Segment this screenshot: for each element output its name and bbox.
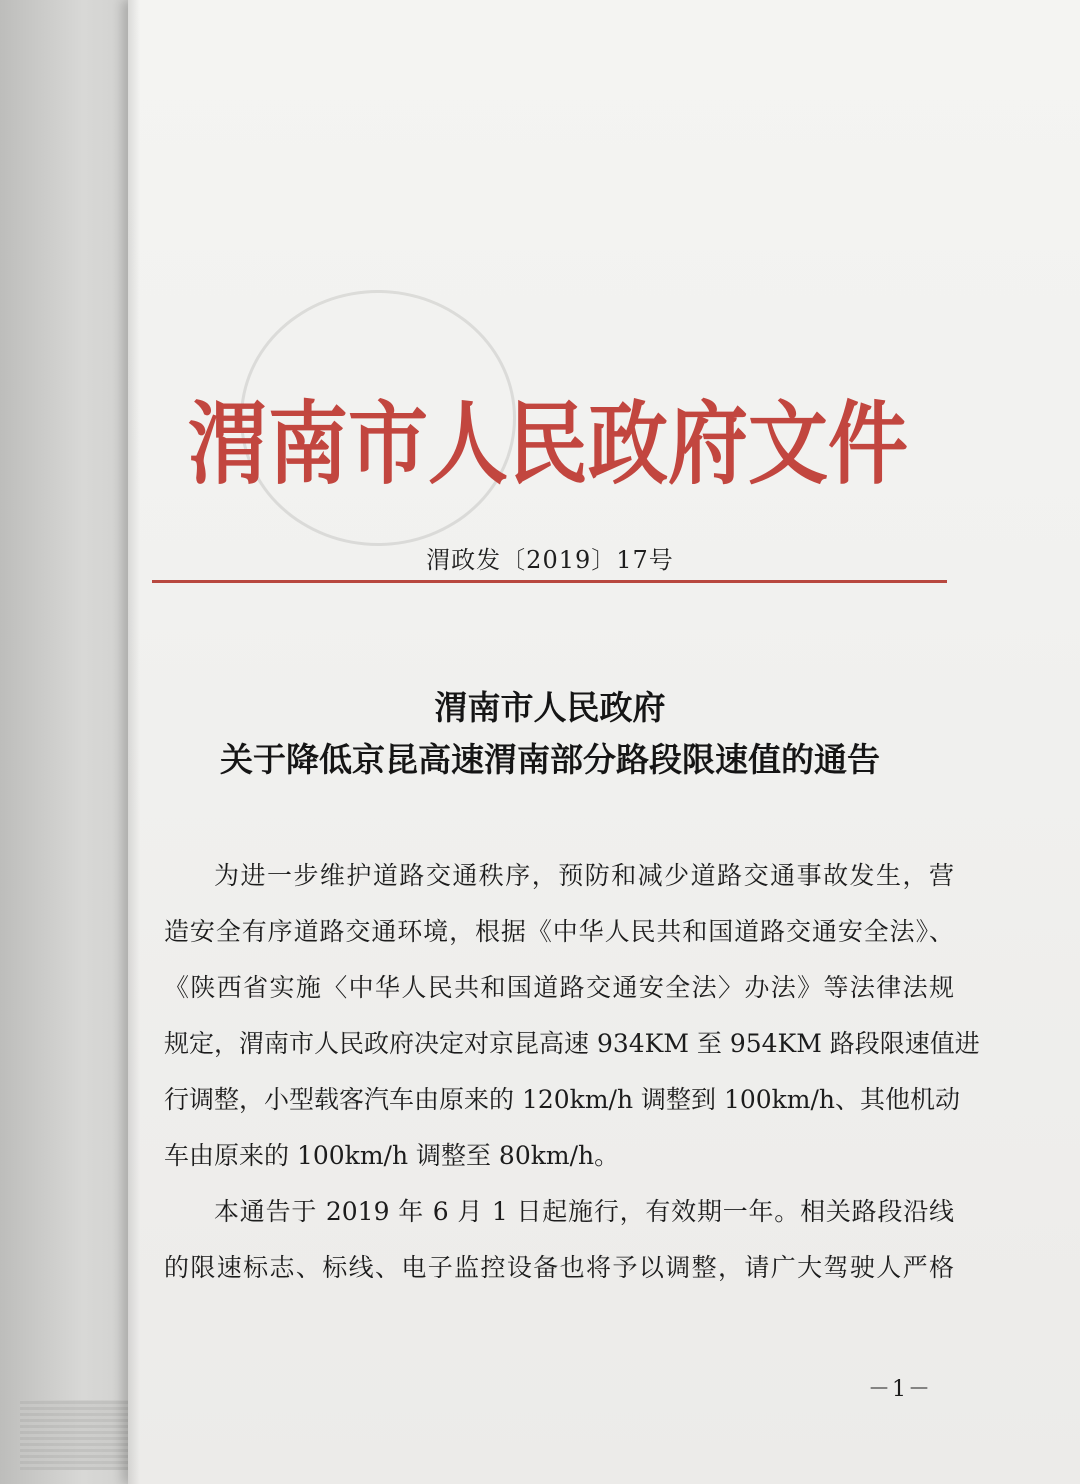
- notice-title-line-1: 渭南市人民政府: [434, 688, 666, 727]
- body-line: 车由原来的 100km/h 调整至 80km/h。: [164, 1141, 620, 1170]
- underlying-page-scan-strip: [20, 1400, 130, 1470]
- body-line: 行调整，小型载客汽车由原来的 120km/h 调整到 100km/h、其他机动: [164, 1085, 961, 1114]
- document-number: 渭政发〔2019〕17号: [426, 546, 674, 574]
- body-line: 《陕西省实施〈中华人民共和国道路交通安全法〉办法》等法律法规: [164, 973, 954, 1002]
- red-divider-line: [152, 580, 947, 583]
- body-line: 规定，渭南市人民政府决定对京昆高速 934KM 至 954KM 路段限速值进: [164, 1029, 980, 1058]
- body-line: 的限速标志、标线、电子监控设备也将予以调整，请广大驾驶人严格: [164, 1253, 954, 1282]
- header-title: 渭南市人民政府文件: [188, 391, 908, 497]
- body-line: 为进一步维护道路交通秩序，预防和减少道路交通事故发生，营: [214, 861, 954, 890]
- page-number: －1－: [868, 1377, 932, 1402]
- body-line: 本通告于 2019 年 6 月 1 日起施行，有效期一年。相关路段沿线: [214, 1197, 954, 1226]
- page-edge-shadow: [128, 0, 140, 1484]
- notice-title-line-2: 关于降低京昆高速渭南部分路段限速值的通告: [220, 740, 880, 779]
- body-line: 造安全有序道路交通环境，根据《中华人民共和国道路交通安全法》、: [164, 917, 954, 946]
